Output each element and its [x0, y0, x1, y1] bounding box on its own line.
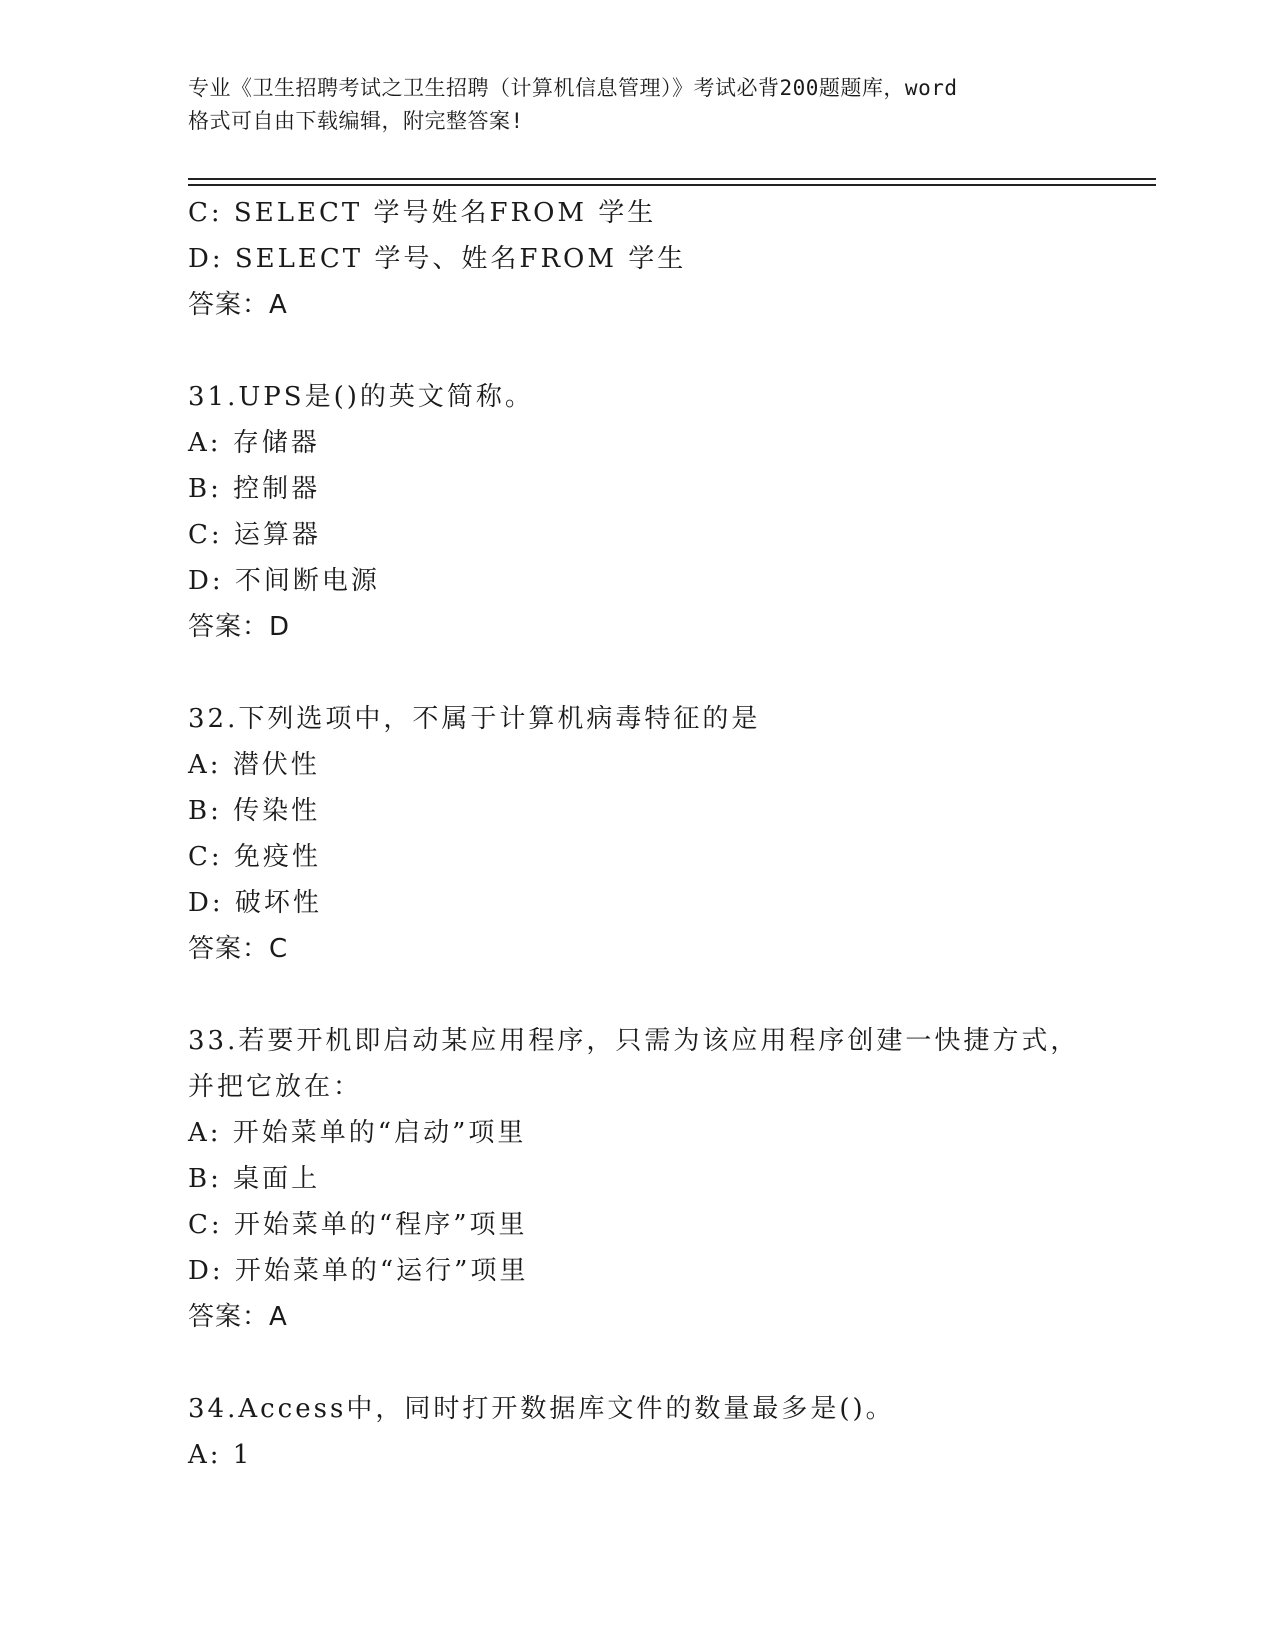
question-block [188, 190, 1156, 328]
question-list [188, 190, 1156, 1478]
option-a: A: 潜伏性 [188, 750, 320, 780]
question-block [188, 696, 1156, 972]
option-d: D: SELECT 学号、姓名FROM 学生 [188, 244, 687, 274]
option-d: D: 开始菜单的“运行”项里 [188, 1256, 529, 1286]
answer-line: 答案：C [188, 934, 289, 964]
question-text-continued: 并把它放在： [188, 1072, 363, 1102]
option-c: C: SELECT 学号姓名FROM 学生 [188, 198, 657, 228]
header-divider-top [188, 178, 1156, 180]
question-text: 31.UPS是()的英文简称。 [188, 382, 534, 412]
document-header [188, 72, 1088, 138]
header-divider-bottom [188, 184, 1156, 186]
option-d: D: 破坏性 [188, 888, 322, 918]
header-line-2: 格式可自由下载编辑，附完整答案! [188, 109, 524, 133]
option-c: C: 免疫性 [188, 842, 321, 872]
option-c: C: 运算器 [188, 520, 321, 550]
option-a: A: 开始菜单的“启动”项里 [188, 1118, 527, 1148]
option-b: B: 传染性 [188, 796, 321, 826]
question-block [188, 1386, 1156, 1478]
option-a: A: 1 [188, 1440, 253, 1470]
question-text: 34.Access中，同时打开数据库文件的数量最多是()。 [188, 1394, 895, 1424]
answer-line: 答案：A [188, 1302, 288, 1332]
option-a: A: 存储器 [188, 428, 320, 458]
answer-line: 答案：A [188, 290, 288, 320]
option-d: D: 不间断电源 [188, 566, 380, 596]
question-block [188, 374, 1156, 650]
question-block [188, 1018, 1156, 1340]
option-b: B: 控制器 [188, 474, 321, 504]
option-c: C: 开始菜单的“程序”项里 [188, 1210, 528, 1240]
answer-line: 答案：D [188, 612, 291, 642]
header-line-1: 专业《卫生招聘考试之卫生招聘（计算机信息管理）》考试必背200题题库，word [188, 76, 958, 100]
option-b: B: 桌面上 [188, 1164, 321, 1194]
question-text: 32.下列选项中，不属于计算机病毒特征的是 [188, 704, 761, 734]
question-text: 33.若要开机即启动某应用程序，只需为该应用程序创建一快捷方式， [188, 1026, 1080, 1056]
